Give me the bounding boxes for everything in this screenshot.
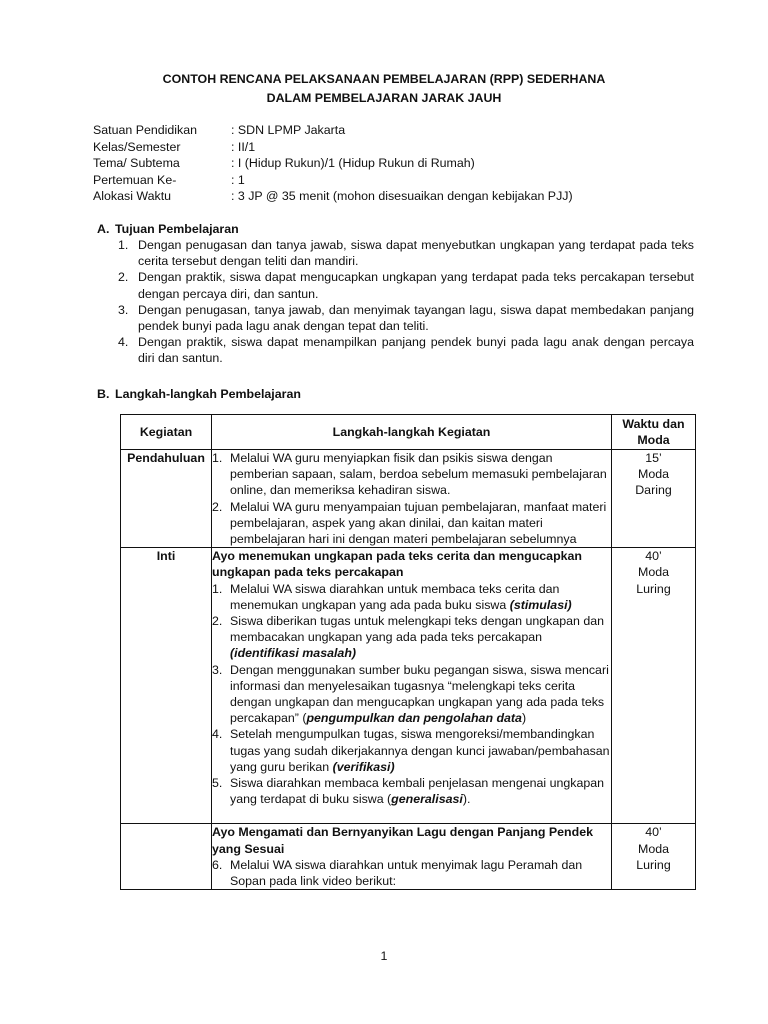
step-text: Siswa diarahkan membaca kembali penjelasan mengenai ungkapan yang terdapat di buku siswa ( xyxy=(230,776,605,807)
step-number: 3. xyxy=(212,662,223,677)
step-number: 2. xyxy=(212,499,223,514)
identity-block xyxy=(93,122,573,205)
objective-item xyxy=(118,237,694,269)
step-text: Melalui WA guru menyiapkan fisik dan psikis siswa dengan pemberian sapaan, salam, berdoa sebelum memasuki pembelajaran online, dan memeriksa kehadiran siswa. xyxy=(230,451,607,498)
section-letter: B. xyxy=(97,387,110,401)
section-letter: A. xyxy=(97,222,110,236)
kegiatan-cell: Pendahuluan xyxy=(121,450,212,548)
step-text: Dengan menggunakan sumber buku pegangan siswa, siswa mencari informasi dan menyelesaikan tugasnya “melengkapi teks cerita dengan ungkapan dan mengucapkan ungkapan yang ada pada teks percakapan” ( xyxy=(230,662,609,726)
step-item xyxy=(212,450,611,499)
identity-row xyxy=(93,188,573,205)
identity-row xyxy=(93,122,573,139)
langkah-cell xyxy=(212,450,612,548)
header-kegiatan: Kegiatan xyxy=(121,415,212,450)
moda-label: Moda xyxy=(638,565,669,580)
objective-text: Dengan praktik, siswa dapat menampilkan panjang pendek bunyi pada lagu anak dengan percaya diri dan santun. xyxy=(138,335,694,366)
objective-number: 4. xyxy=(118,335,129,350)
identity-label: Alokasi Waktu xyxy=(93,189,172,203)
waktu-cell xyxy=(612,548,696,824)
step-text: Melalui WA guru menyampaian tujuan pembelajaran, manfaat materi pembelajaran, aspek yang akan dinilai, dan kaitan materi pembelajaran hari ini dengan materi pembelajaran sebelumnya xyxy=(230,499,607,547)
step-tag: (verifikasi) xyxy=(332,759,395,774)
section-title: Langkah-langkah Pembelajaran xyxy=(115,387,301,401)
objective-item xyxy=(118,269,694,301)
identity-row xyxy=(93,139,573,156)
kegiatan-cell xyxy=(121,824,212,890)
step-list xyxy=(212,857,611,889)
step-number: 1. xyxy=(212,451,223,465)
step-text: Melalui WA siswa diarahkan untuk membaca teks cerita dan menemukan ungkapan yang ada pada buku siswa xyxy=(230,581,560,612)
identity-label: Kelas/Semester xyxy=(93,139,181,154)
objective-item xyxy=(118,302,694,334)
step-tail: ) xyxy=(521,711,527,726)
identity-value: : SDN LPMP Jakarta xyxy=(231,123,346,137)
header-waktu-line-1: Waktu dan xyxy=(622,416,685,431)
step-item xyxy=(212,662,611,727)
step-text: Setelah mengumpulkan tugas, siswa mengoreksi/membandingkan tugas yang sudah dikerjakannya dengan kunci jawaban/pembahasan yang guru berikan xyxy=(230,727,610,774)
waktu-cell xyxy=(612,450,696,548)
header-langkah: Langkah-langkah Kegiatan xyxy=(212,415,612,450)
moda-value: Luring xyxy=(636,857,671,872)
step-list xyxy=(212,581,611,808)
activity-heading: Ayo menemukan ungkapan pada teks cerita dan mengucapkan ungkapan pada teks percakapan xyxy=(212,549,582,580)
step-list xyxy=(212,450,611,547)
activity-heading: Ayo Mengamati dan Bernyanyikan Lagu dengan Panjang Pendek yang Sesuai xyxy=(212,825,593,856)
learning-objectives-list xyxy=(118,237,694,367)
objective-number: 3. xyxy=(118,302,129,317)
step-number: 2. xyxy=(212,614,223,629)
kegiatan-cell: Inti xyxy=(121,548,212,824)
step-number: 5. xyxy=(212,776,223,791)
header-waktu-line-2: Moda xyxy=(637,433,670,447)
section-a-heading xyxy=(97,221,239,237)
objective-number: 2. xyxy=(118,270,129,285)
learning-steps-table xyxy=(120,414,696,890)
waktu-value: 40’ xyxy=(645,549,662,564)
moda-label: Moda xyxy=(638,467,669,482)
waktu-value: 40’ xyxy=(645,825,662,840)
objective-text: Dengan praktik, siswa dapat mengucapkan ungkapan yang terdapat pada teks percakapan tersebut dengan percaya diri, dan santun. xyxy=(138,270,694,301)
identity-value: : I (Hidup Rukun)/1 (Hidup Rukun di Rumah) xyxy=(231,156,475,170)
langkah-cell xyxy=(212,824,612,890)
section-b-heading xyxy=(97,386,301,402)
objective-text: Dengan penugasan dan tanya jawab, siswa dapat menyebutkan ungkapan yang terdapat pada teks cerita tersebut dengan teliti dan mandiri. xyxy=(138,238,694,269)
step-number: 6. xyxy=(212,857,223,872)
waktu-value: 15’ xyxy=(645,451,662,465)
identity-label: Satuan Pendidikan xyxy=(93,123,198,137)
identity-value: : 3 JP @ 35 menit (mohon disesuaikan dengan kebijakan PJJ) xyxy=(231,189,573,203)
step-item xyxy=(212,857,611,889)
identity-label: Tema/ Subtema xyxy=(93,156,180,170)
objective-text: Dengan penugasan, tanya jawab, dan menyimak tayangan lagu, siswa dapat membedakan panjang pendek bunyi pada lagu anak dengan tepat dan teliti. xyxy=(138,302,694,334)
moda-label: Moda xyxy=(638,841,669,856)
identity-value: : 1 xyxy=(231,172,245,187)
objective-item xyxy=(118,334,694,366)
document-title-line-1: CONTOH RENCANA PELAKSANAAN PEMBELAJARAN (RPP) SEDERHANA xyxy=(162,72,606,86)
identity-label: Pertemuan Ke- xyxy=(93,172,177,187)
document-title-line-2: DALAM PEMBELAJARAN JARAK JAUH xyxy=(266,91,502,105)
header-waktu xyxy=(612,415,696,450)
table-header-row xyxy=(121,415,696,450)
step-number: 1. xyxy=(212,581,223,596)
objective-number: 1. xyxy=(118,238,129,252)
step-item xyxy=(212,726,611,775)
moda-value: Daring xyxy=(635,483,672,498)
moda-value: Luring xyxy=(636,581,671,596)
section-title: Tujuan Pembelajaran xyxy=(115,222,239,236)
step-tail: ). xyxy=(462,792,471,807)
langkah-cell xyxy=(212,548,612,824)
step-tag: (stimulasi) xyxy=(509,597,572,612)
step-tag: pengumpulkan dan pengolahan data xyxy=(306,711,522,726)
identity-value: : II/1 xyxy=(231,139,256,154)
page-number: 1 xyxy=(380,949,388,963)
identity-row xyxy=(93,172,573,189)
step-text: Melalui WA siswa diarahkan untuk menyimak lagu Peramah dan Sopan pada link video berikut: xyxy=(230,857,583,889)
waktu-cell xyxy=(612,824,696,890)
step-tag: (identifikasi masalah) xyxy=(230,646,357,661)
identity-row xyxy=(93,155,573,172)
step-item xyxy=(212,499,611,548)
spacer xyxy=(212,807,611,823)
step-item xyxy=(212,775,611,807)
step-tag: generalisasi xyxy=(391,792,463,807)
step-text: Siswa diberikan tugas untuk melengkapi teks dengan ungkapan dan membacakan ungkapan yang ada pada teks percakapan xyxy=(230,614,605,645)
step-item xyxy=(212,581,611,613)
step-item xyxy=(212,613,611,662)
table-row xyxy=(121,824,696,890)
table-row xyxy=(121,450,696,548)
table-row xyxy=(121,548,696,824)
step-number: 4. xyxy=(212,727,223,742)
